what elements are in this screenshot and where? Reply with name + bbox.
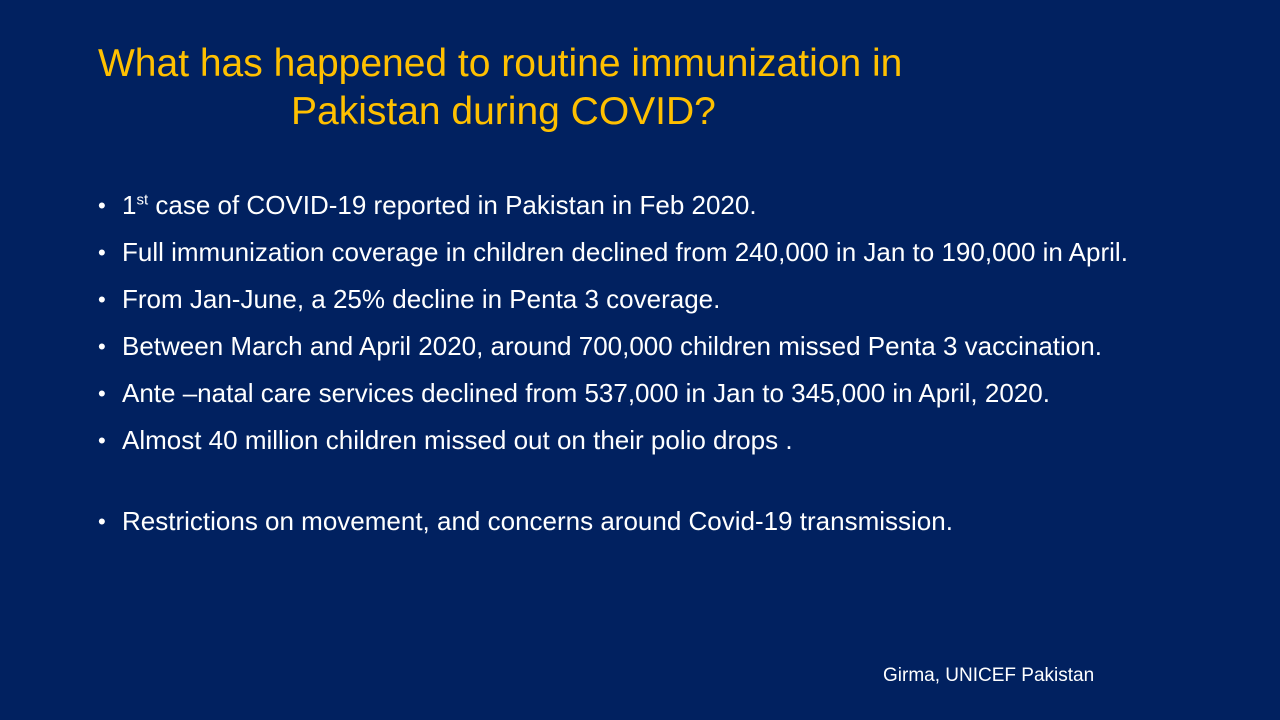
first-case-number: 1 <box>122 190 137 220</box>
bullet-item-penta-decline <box>98 283 1208 316</box>
source-credit: Girma, UNICEF Pakistan <box>883 665 1095 686</box>
bullet-item-antenatal-decline <box>98 377 1208 410</box>
bullet-list <box>98 189 1208 552</box>
bullet-dot-icon: • <box>98 334 106 359</box>
bullet-text-polio-drops: Almost 40 million children missed out on their polio drops . <box>122 425 793 455</box>
bullet-item-polio-drops <box>98 424 1208 457</box>
bullet-dot-icon: • <box>98 240 106 265</box>
first-case-remainder: case of COVID-19 reported in Pakistan in Feb 2020. <box>148 190 757 220</box>
bullet-text-penta-decline: From Jan-June, a 25% decline in Penta 3 coverage. <box>122 284 721 314</box>
first-case-superscript: st <box>136 191 149 209</box>
slide-title <box>98 40 1198 136</box>
bullet-text-first-case <box>122 190 757 220</box>
bullet-item-missed-penta <box>98 330 1208 363</box>
slide-title-line-1: What has happened to routine immunization in <box>98 42 903 85</box>
bullet-dot-icon: • <box>98 509 106 534</box>
bullet-item-immunization-decline <box>98 236 1208 269</box>
bullet-dot-icon: • <box>98 193 106 218</box>
bullet-item-first-case <box>98 189 1208 222</box>
slide-title-line-2: Pakistan during COVID? <box>291 90 716 133</box>
bullet-text-missed-penta: Between March and April 2020, around 700,000 children missed Penta 3 vaccination. <box>122 331 1102 361</box>
bullet-text-immunization-decline: Full immunization coverage in children declined from 240,000 in Jan to 190,000 in April. <box>122 237 1128 267</box>
bullet-dot-icon: • <box>98 381 106 406</box>
bullet-dot-icon: • <box>98 428 106 453</box>
bullet-item-restrictions <box>98 505 1208 538</box>
bullet-text-antenatal-decline: Ante –natal care services declined from 537,000 in Jan to 345,000 in April, 2020. <box>122 378 1050 408</box>
bullet-text-restrictions: Restrictions on movement, and concerns around Covid-19 transmission. <box>122 506 953 536</box>
bullet-dot-icon: • <box>98 287 106 312</box>
